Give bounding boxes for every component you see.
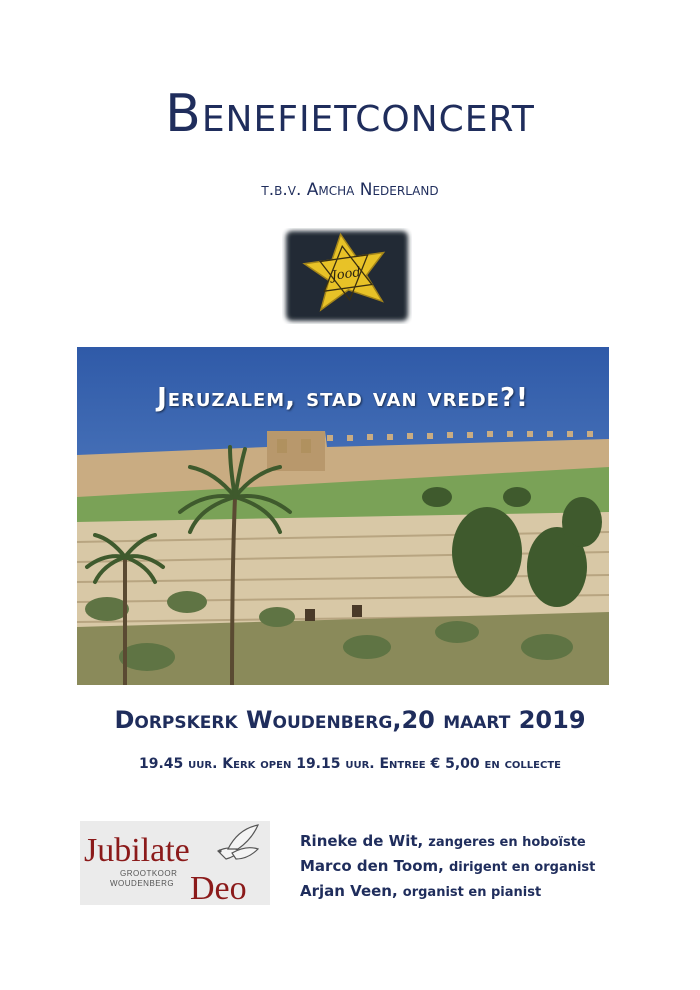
performer-role: zangeres en hoboïste — [428, 835, 586, 850]
logo-line-woudenberg: WOUDENBERG — [110, 879, 175, 888]
performer-row — [300, 853, 690, 878]
poster-subtitle: t.b.v. Amcha Nederland — [261, 180, 439, 200]
performer-name: Rineke de Wit, — [300, 832, 424, 850]
performer-role: organist en pianist — [402, 885, 542, 900]
performer-role: dirigent en organist — [448, 860, 596, 875]
poster-title: Benefietconcert — [165, 84, 535, 144]
performer-name: Arjan Veen, — [300, 882, 398, 900]
venue-date-line: Dorpskerk Woudenberg,20 maart 2019 — [114, 706, 586, 734]
logo-word-deo: Deo — [190, 870, 247, 905]
jerusalem-photo — [77, 347, 609, 685]
performer-row — [300, 828, 690, 853]
dove-icon — [218, 825, 258, 859]
jubilate-deo-logo — [80, 821, 270, 905]
star-badge-text: Jood — [330, 265, 362, 284]
performer-row — [300, 878, 690, 903]
performers-list — [300, 828, 690, 903]
times-entry-line: 19.45 uur. Kerk open 19.15 uur. Entree € 5,00 en collecte — [139, 756, 561, 772]
yellow-star-image — [282, 228, 412, 324]
logo-line-grootkoor: GROOTKOOR — [120, 869, 178, 878]
hero-title: Jeruzalem, stad van vrede?! — [157, 383, 529, 413]
logo-graphic — [80, 821, 270, 905]
logo-word-jubilate: Jubilate — [84, 832, 190, 869]
performer-name: Marco den Toom, — [300, 857, 444, 875]
